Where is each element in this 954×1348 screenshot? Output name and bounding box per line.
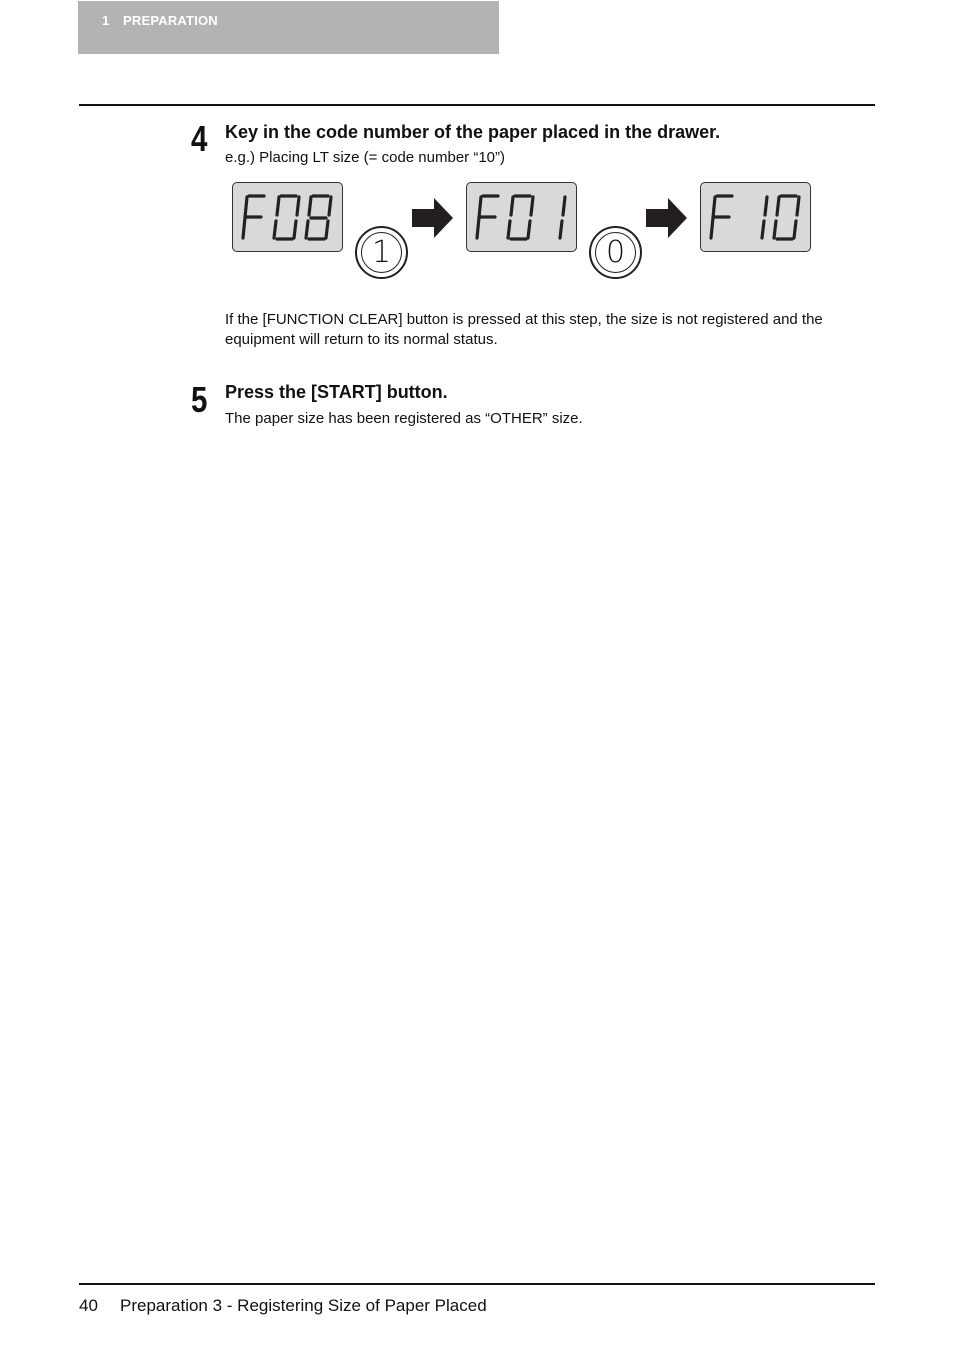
key-0-label: 0 (595, 232, 636, 273)
function-clear-note: If the [FUNCTION CLEAR] button is pressed at this step, the size is not registered and the equipment will return to its normal status. (225, 311, 823, 348)
arrow-right-icon (410, 196, 454, 240)
chapter-number: 1 (102, 13, 110, 28)
step-5-number: 5 (191, 379, 208, 420)
step-4-number: 4 (191, 118, 208, 159)
top-rule (79, 104, 875, 106)
key-1-button (355, 226, 408, 279)
arrow-right-icon (644, 196, 688, 240)
step-5-description: The paper size has been registered as “OTHER” size. (225, 410, 583, 427)
key-0-button (589, 226, 642, 279)
step-5-title: Press the [START] button. (225, 382, 448, 402)
footer-title: Preparation 3 - Registering Size of Paper Placed (120, 1296, 487, 1315)
lcd-display-f01 (466, 182, 577, 252)
page-number: 40 (79, 1296, 98, 1315)
step-4-title: Key in the code number of the paper placed in the drawer. (225, 122, 721, 142)
chapter-header (78, 1, 499, 54)
bottom-rule (79, 1283, 875, 1285)
lcd-display-f08 (232, 182, 343, 252)
step-4-description: e.g.) Placing LT size (= code number “10”) (225, 149, 505, 166)
key-1-label: 1 (361, 232, 402, 273)
lcd-display-f10 (700, 182, 811, 252)
chapter-title: PREPARATION (123, 13, 218, 28)
